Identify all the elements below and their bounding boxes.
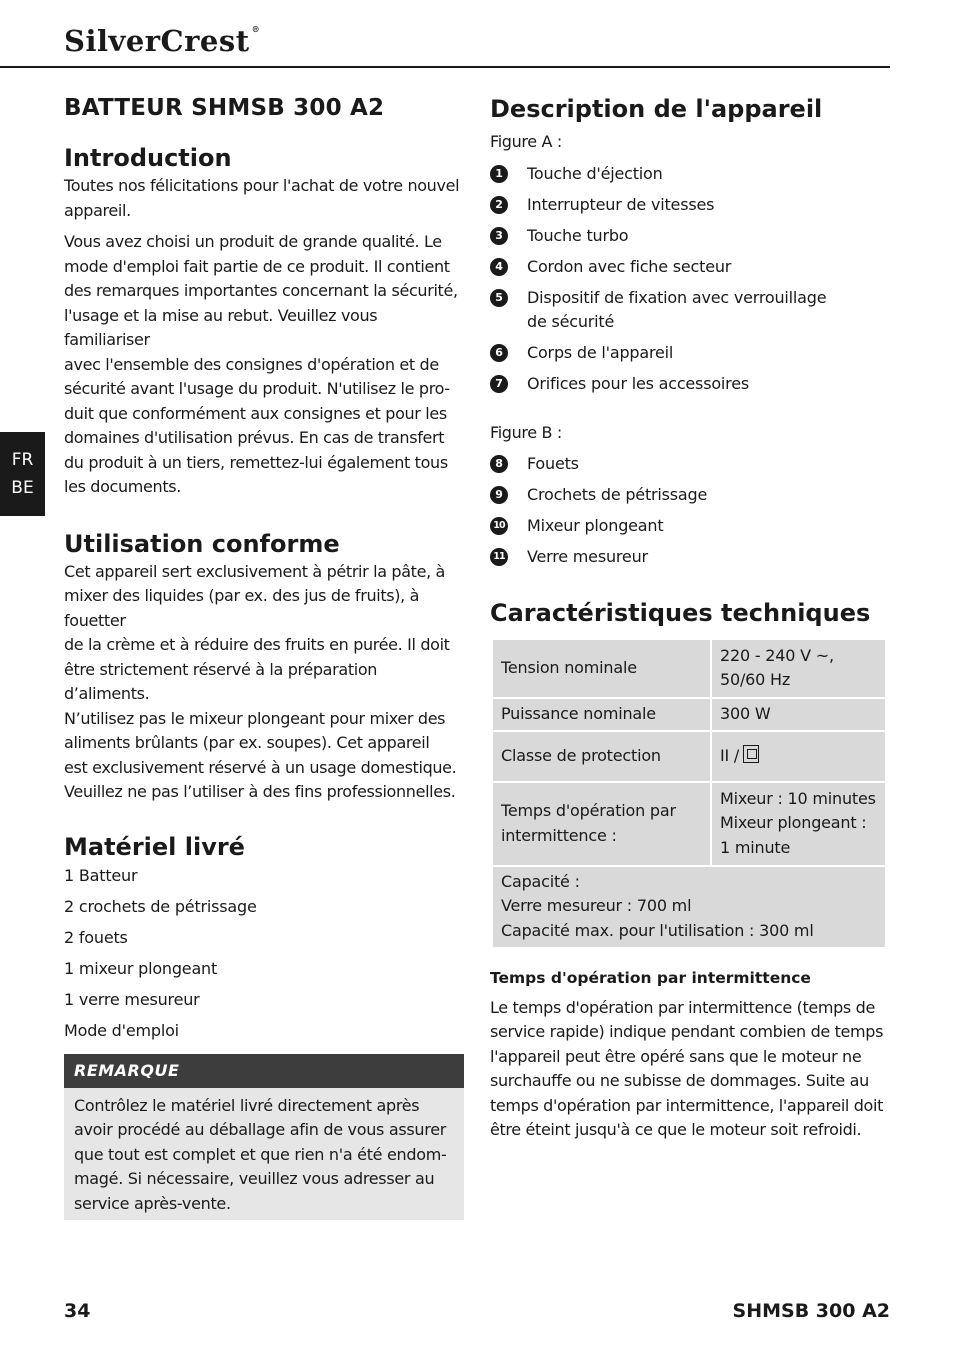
footer-model: SHMSB 300 A2 <box>732 1300 890 1322</box>
number-badge: 2 <box>490 196 508 214</box>
figure-b-label: Figure B : <box>490 422 562 442</box>
item-text: Verre mesureur <box>527 547 648 566</box>
number-badge: 1 <box>490 165 508 183</box>
delivery-heading: Matériel livré <box>64 832 245 861</box>
text-line: temps d'opération par intermittence, l'appareil doit <box>490 1095 884 1115</box>
note-box <box>64 1054 464 1220</box>
note-title: REMARQUE <box>64 1054 464 1088</box>
text-line: intermittence : <box>501 825 617 845</box>
item-text: Touche d'éjection <box>527 163 663 183</box>
note-body <box>64 1088 464 1220</box>
language-tab <box>0 432 45 516</box>
specs-table <box>491 638 887 949</box>
text-line: Capacité : <box>501 871 580 891</box>
text-line: mixer des liquides (par ex. des jus de fruits), à fouetter <box>64 586 420 630</box>
right-column <box>490 92 890 1143</box>
item-text: Corps de l'appareil <box>527 343 674 362</box>
number-badge: 11 <box>490 548 508 566</box>
figure-a-list <box>490 162 890 397</box>
number-badge: 6 <box>490 344 508 362</box>
table-row <box>492 782 886 866</box>
text-line: être éteint jusqu'à ce que le moteur soit refroidi. <box>490 1120 862 1139</box>
text-line: avoir procédé au déballage afin de vous assurer <box>74 1120 447 1139</box>
text-line: Vous avez choisi un produit de grande qualité. Le <box>64 232 442 251</box>
list-item <box>490 255 890 280</box>
text-line: Mixeur plongeant : <box>720 813 867 833</box>
description-heading: Description de l'appareil <box>490 95 823 123</box>
table-row <box>492 639 886 698</box>
number-badge: 4 <box>490 258 508 276</box>
duty-cycle-paragraph <box>490 996 890 1143</box>
delivery-list <box>64 860 464 1046</box>
text-line: aliments brûlants (par ex. soupes). Cet appareil <box>64 733 430 752</box>
text-line: Toutes nos félicitations pour l'achat de votre nouvel <box>64 176 460 195</box>
number-badge: 9 <box>490 486 508 504</box>
number-badge: 8 <box>490 455 508 473</box>
text-line: Temps d'opération par <box>501 801 676 820</box>
list-item <box>490 483 890 508</box>
text-line: sécurité avant l'usage du produit. N'utilisez le pro- <box>64 379 450 398</box>
delivery-item: 1 verre mesureur <box>64 989 200 1009</box>
item-text: Cordon avec fiche secteur <box>527 256 732 276</box>
text-line: N’utilisez pas le mixeur plongeant pour mixer des <box>64 708 446 728</box>
brand-logo <box>64 24 260 58</box>
left-column <box>64 92 464 1220</box>
text-line: service rapide) indique pendant combien de temps <box>490 1022 884 1041</box>
text-line: que tout est complet et que rien n'a été endom- <box>74 1144 447 1164</box>
spec-value: 300 W <box>711 698 886 731</box>
text-line: Le temps d'opération par intermittence (temps de <box>490 997 875 1017</box>
protection-class-text: II / <box>720 745 740 765</box>
language-tab-fr: FR <box>11 450 34 470</box>
text-line: Capacité max. pour l'utilisation : 300 ml <box>501 920 814 940</box>
text-line: l'usage et la mise au rebut. Veuillez vous familiariser <box>64 305 378 349</box>
introduction-heading: Introduction <box>64 144 232 172</box>
text-line: Contrôlez le matériel livré directement après <box>74 1095 420 1115</box>
text-line: mode d'emploi fait partie de ce produit. Il contient <box>64 256 450 276</box>
introduction-paragraph-2 <box>64 230 464 500</box>
page-number: 34 <box>64 1300 91 1322</box>
text-line: est exclusivement réservé à un usage domestique. <box>64 757 457 777</box>
text-line: appareil. <box>64 200 131 220</box>
text-line: Verre mesureur : 700 ml <box>501 896 692 916</box>
spec-label: Classe de protection <box>492 731 711 782</box>
number-badge: 10 <box>490 517 508 535</box>
number-badge: 3 <box>490 227 508 245</box>
spec-value <box>711 639 886 698</box>
intended-use-paragraph <box>64 560 464 805</box>
capacity-cell <box>492 866 886 948</box>
registered-mark: ® <box>251 24 261 34</box>
number-badge: 7 <box>490 375 508 393</box>
text-line: Veuillez ne pas l’utiliser à des fins professionnelles. <box>64 782 456 801</box>
delivery-item: Mode d'emploi <box>64 1020 179 1040</box>
delivery-item: 1 mixeur plongeant <box>64 958 218 978</box>
language-tab-be: BE <box>11 478 34 498</box>
table-row <box>492 698 886 731</box>
brand-logo-text: SilverCrest <box>64 24 250 58</box>
text-line: l'appareil peut être opéré sans que le moteur ne <box>490 1046 862 1066</box>
item-text: Touche turbo <box>527 225 629 245</box>
header-rule <box>0 66 890 68</box>
list-item <box>490 286 890 335</box>
text-line: duit que conformément aux consignes et pour les <box>64 403 447 423</box>
text-line: surchauffe ou ne subisse de dommages. Suite au <box>490 1071 869 1090</box>
item-text: Orifices pour les accessoires <box>527 374 749 393</box>
text-line: du produit à un tiers, remettez-lui également tous <box>64 452 448 472</box>
delivery-item: 2 crochets de pétrissage <box>64 896 257 916</box>
spec-label <box>492 782 711 866</box>
item-text: Interrupteur de vitesses <box>527 194 715 214</box>
item-text: Dispositif de fixation avec verrouillage <box>527 287 827 307</box>
list-item <box>490 224 890 249</box>
spec-label: Tension nominale <box>492 639 711 698</box>
double-insulation-icon <box>743 745 759 763</box>
text-line: Mixeur : 10 minutes <box>720 788 876 808</box>
introduction-paragraph-1 <box>64 174 464 223</box>
item-text: Crochets de pétrissage <box>527 485 708 504</box>
list-item <box>490 452 890 477</box>
item-text: Fouets <box>527 454 579 473</box>
text-line: domaines d'utilisation prévus. En cas de transfert <box>64 428 445 447</box>
list-item <box>490 545 890 570</box>
text-line: 220 - 240 V ~, <box>720 645 834 665</box>
list-item <box>490 341 890 366</box>
product-title: BATTEUR SHMSB 300 A2 <box>64 95 385 121</box>
text-line: magé. Si nécessaire, veuillez vous adresser au <box>74 1169 435 1188</box>
text-line: les documents. <box>64 477 181 496</box>
figure-a-label: Figure A : <box>490 132 562 151</box>
delivery-item: 2 fouets <box>64 927 128 947</box>
table-row <box>492 866 886 948</box>
table-row <box>492 731 886 782</box>
intended-use-heading: Utilisation conforme <box>64 529 340 558</box>
figure-b-list <box>490 452 890 570</box>
delivery-item: 1 Batteur <box>64 865 138 885</box>
list-item <box>490 514 890 539</box>
text-line: de la crème et à réduire des fruits en purée. Il doit <box>64 635 450 654</box>
spec-value <box>711 782 886 866</box>
text-line: des remarques importantes concernant la sécurité, <box>64 281 458 300</box>
duty-cycle-heading: Temps d'opération par intermittence <box>490 968 811 987</box>
specs-heading: Caractéristiques techniques <box>490 598 871 627</box>
spec-value <box>711 731 886 782</box>
text-line: 1 minute <box>720 837 791 857</box>
text-line: avec l'ensemble des consignes d'opération et de <box>64 354 439 374</box>
number-badge: 5 <box>490 289 508 307</box>
list-item <box>490 193 890 218</box>
text-line: Cet appareil sert exclusivement à pétrir la pâte, à <box>64 561 446 581</box>
text-line: 50/60 Hz <box>720 670 791 689</box>
text-line: être strictement réservé à la préparation d’aliments. <box>64 659 378 703</box>
text-line: service après-vente. <box>74 1193 231 1213</box>
item-text: de sécurité <box>527 312 615 331</box>
item-text: Mixeur plongeant <box>527 516 664 535</box>
spec-label: Puissance nominale <box>492 698 711 731</box>
list-item <box>490 372 890 397</box>
list-item <box>490 162 890 187</box>
